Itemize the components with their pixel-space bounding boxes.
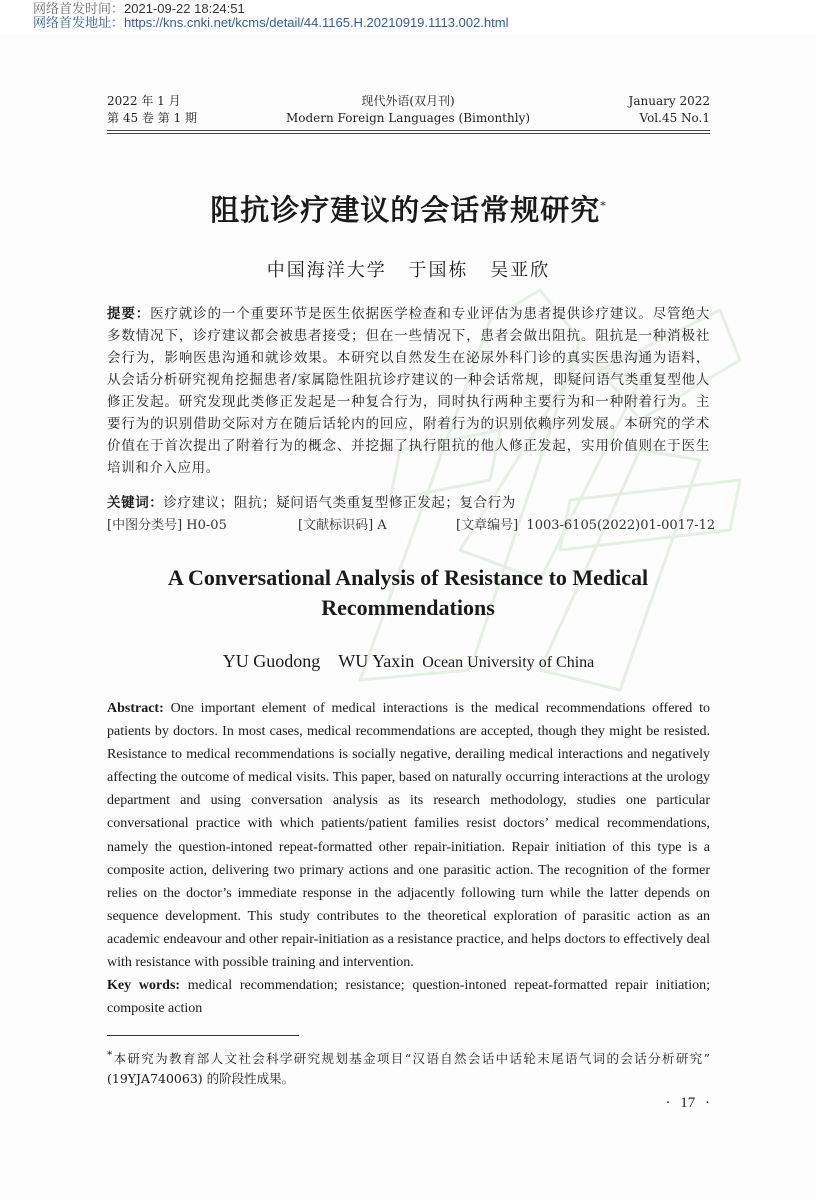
journal-volume-en: Vol.45 No.1	[639, 111, 710, 125]
keywords-text-en: medical recommendation; resistance; question-intoned repeat-formatted repair initiation; composite action	[107, 978, 710, 1016]
article-number-label: [文章编号]	[456, 518, 519, 533]
article-title-cn-text: 阻抗诊疗建议的会话常规研究	[210, 193, 601, 227]
author1-en: YU Guodong	[222, 651, 321, 671]
doc-code-value: A	[377, 518, 387, 533]
keywords-text-cn: 诊疗建议；阻抗；疑问语气类重复型修正发起；复合行为	[163, 495, 516, 511]
journal-name-cn: 现代外语(双月刊)	[361, 94, 455, 108]
author-line-en	[107, 649, 710, 675]
first-pub-url-link[interactable]: https://kns.cnki.net/kcms/detail/44.1165.H.20210919.1113.002.html	[124, 15, 509, 30]
footnote-mark: *	[107, 1049, 113, 1061]
author1-cn: 于国栋	[408, 260, 469, 281]
first-pub-url-label: 网络首发地址：	[33, 15, 125, 30]
header-rule-bottom	[107, 133, 710, 134]
affiliation-en: Ocean University of China	[422, 654, 595, 671]
abstract-label-en: Abstract:	[107, 701, 164, 716]
title-footnote-mark: *	[600, 199, 607, 213]
author2-en: WU Yaxin	[338, 651, 415, 671]
keywords-cn	[107, 492, 710, 514]
clc-label: [中图分类号]	[107, 518, 183, 533]
clc-number	[107, 516, 227, 536]
author2-cn: 吴亚欣	[490, 260, 551, 281]
abstract-label-cn: 提要：	[107, 306, 151, 322]
footnote	[107, 1045, 710, 1089]
abstract-en	[107, 697, 710, 974]
keywords-en	[107, 974, 710, 1020]
abstract-cn	[107, 303, 710, 479]
doc-code	[298, 516, 387, 536]
journal-name	[270, 93, 546, 127]
keywords-label-en: Key words:	[107, 978, 181, 993]
journal-date-volume-en	[560, 93, 710, 127]
header-rule-top	[107, 130, 710, 131]
article-title-cn	[107, 188, 710, 229]
journal-date-en: January 2022	[628, 94, 710, 108]
article-title-en: A Conversational Analysis of Resistance to Medical Recommendations	[167, 565, 649, 620]
footnote-rule	[107, 1035, 299, 1036]
abstract-text-cn: 医疗就诊的一个重要环节是医生依据医学检查和专业评估为患者提供诊疗建议。尽管绝大多数情况下，诊疗建议都会被患者接受；但在一些情况下，患者会做出阻抗。阻抗是一种消极社会行为，影响医患沟通和就诊效果。本研究以自然发生在泌尿外科门诊的真实医患沟通为语料，从会话分析研究视角挖掘患者/家属隐性阻抗诊疗建议的一种会话常规，即疑问语气类重复型他人修正发起。研究发现此类修正发起是一种复合行为，同时执行两种主要行为和一种附着行为。主要行为的识别借助交际对方在随后话轮内的回应，附着行为的识别依赖序列发展。本研究的学术价值在于首次提出了附着行为的概念、并挖掘了执行阻抗的他人修正发起，实用价值则在于医生培训和介入应用。	[107, 306, 710, 476]
journal-date-volume-cn	[107, 93, 197, 127]
first-pub-time-value: 2021-09-22 18:24:51	[124, 1, 245, 16]
cnki-info-bar	[0, 0, 816, 34]
page-number: · 17 ·	[665, 1095, 710, 1111]
article-number	[456, 516, 715, 536]
journal-volume-cn: 第 45 卷 第 1 期	[107, 111, 197, 125]
first-pub-time-label: 网络首发时间：	[33, 1, 125, 16]
article-number-value: 1003-6105(2022)01-0017-12	[526, 518, 716, 533]
author-line-cn	[107, 256, 710, 282]
footnote-text: 本研究为教育部人文社会科学研究规划基金项目“汉语自然会话中话轮末尾语气词的会话分析研究” (19YJA740063) 的阶段性成果。	[107, 1051, 710, 1087]
keywords-label-cn: 关键词：	[107, 495, 164, 511]
journal-name-en: Modern Foreign Languages (Bimonthly)	[285, 111, 531, 125]
doc-code-label: [文献标识码]	[298, 518, 374, 533]
abstract-text-en: One important element of medical interactions is the medical recommendations offered to patients by doctors. In most cases, medical recommendations are accepted, though they might be resisted. Resistance to medical recommendations is socially negative, derailing medical interactions and negatively affecting the outcome of medical visits. This paper, based on naturally occurring interactions at the urology department and using conversation analysis as its research methodology, studies one particular conversational practice with which patients/patient families resist doctors’ medical recommendations, namely the question-intoned repeat-formatted other repair-initiation. Repair initiation of this type is a composite action, delivering two primary actions and one parasitic action. The recognition of the former relies on the doctor’s immediate response in the adjacently following turn while the latter depends on sequence development. This study contributes to the theoretical exploration of parasitic action as an academic endeavour and other repair-initiation as a resistance practice, and helps doctors to effectively deal with resistance with possible training and intervention.	[107, 701, 710, 971]
clc-value: H0-05	[186, 518, 227, 533]
affiliation-cn: 中国海洋大学	[266, 260, 387, 281]
journal-date-cn: 2022 年 1 月	[107, 94, 181, 108]
first-pub-url[interactable]	[33, 14, 508, 31]
